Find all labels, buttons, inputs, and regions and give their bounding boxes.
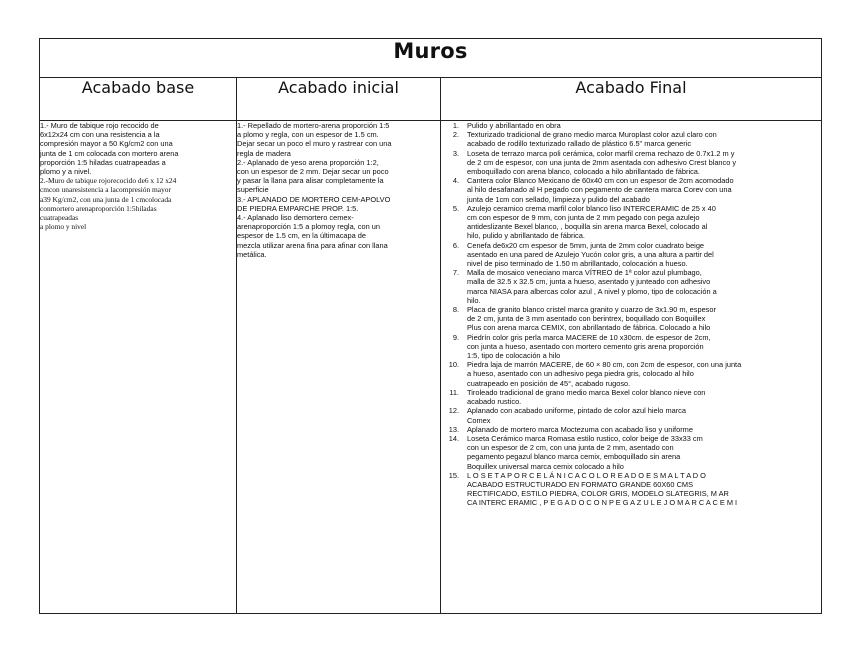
list-item-text: Cantera color Blanco Mexicano de 60x40 cm con un espesor de 2cm acomodado al hilo desafanado al H pegado con pegamento de cantera marca Corev con una junta de 1cm con sellado, limpieza y pulido del acabado bbox=[467, 176, 734, 204]
list-item-number: 11. bbox=[449, 387, 459, 397]
list-item-number: 9. bbox=[452, 332, 459, 342]
column-header-acabado-final: Acabado Final bbox=[441, 78, 822, 121]
list-item-text: Pulido y abrillantado en obra bbox=[467, 121, 561, 130]
list-item bbox=[441, 305, 821, 333]
list-item bbox=[441, 176, 821, 204]
list-item bbox=[441, 425, 821, 434]
acabado-final-list bbox=[441, 121, 821, 508]
list-item-text: Piedra laja de marrón MACERE, de 60 × 80 cm, con 2cm de espesor, con una junta a hueso, asentado con un adhesivo pega piedra gris, colocado al hilo cuatrapeado en posición de 45°, acabado rugoso. bbox=[467, 360, 742, 388]
list-item bbox=[441, 268, 821, 305]
list-item bbox=[441, 360, 821, 388]
list-item-text: Loseta Cerámico marca Romasa estilo rustico, color beige de 33x33 cm con un espesor de 2 cm, con una junta de 2 mm, asentado con pegamento pegazul blanco marca cemix, emboquillado sin arena Boquillex universal marca cemix colocado a hilo bbox=[467, 433, 703, 471]
acabado-inicial-text: 1.- Repellado de mortero-arena proporción 1:5 a plomo y regla, con un espesor de 1.5 cm. Dejar secar un poco el muro y rastrear con una regla de madera 2.- Aplanado de yeso arena proporción 1:2, con un espesor de 2 mm. Dejar secar un poco y pasar la llana para alisar completamente la superficie 3.- APLANADO DE MORTERO CEM-APOLVO DE PIEDRA EMPARCHE PROP. 1:5. 4.- Aplanado liso demortero cemex- arenaproporción 1:5 a plomoy regla, con un espesor de 1.5 cm, en la últimacapa de mezcla utilizar arena fina para afinar con llana metálica. bbox=[237, 121, 392, 259]
list-item-text: L O S E T A P O R C E L Á N I C A C O L O R E A D O E S M A L T A D O ACABADO ESTRUCTURADO EN FORMATO GRANDE 60X60 CMS RECTIFICADO, ESTILO PIEDRA, COLOR GRIS, MODELO SLATEGRIS, M AR CA INTERC ERAMIC , P E G A D O C O N P E G A Z U L E J O M A R C A C E M I bbox=[467, 470, 738, 508]
list-item-number: 7. bbox=[452, 268, 459, 278]
list-item bbox=[441, 406, 821, 424]
list-item-number: 3. bbox=[452, 148, 459, 158]
list-item bbox=[441, 121, 821, 130]
list-item-number: 4. bbox=[452, 176, 459, 186]
acabado-base-paragraph-2: 2.-Muro de tabique rojorecocido de6 x 12 x24 cmcon unaresistencia a lacompresión mayor a39 Kg/cm2, con una junta de 1 cmcolocada conmortero arenaproporción 1:5hiladas cuatrapeadas a plomo y nivel bbox=[40, 176, 177, 232]
list-item-number: 10. bbox=[448, 360, 459, 370]
list-item-number: 5. bbox=[452, 203, 459, 213]
list-item-text: Loseta de terrazo marca poli cerámica, color marfil crema rechazo de 0.7x1.2 m y de 2 cm de espesor, con una junta de 2mm asentada con adhesivo Crest blanco y emboquillado con arena blanco, colocado a hilo abrillantado de fábrica. bbox=[467, 148, 737, 177]
acabado-final-cell bbox=[441, 121, 822, 614]
list-item bbox=[441, 149, 821, 177]
list-item-number: 8. bbox=[452, 305, 459, 315]
list-item bbox=[441, 204, 821, 241]
list-item-text: Placa de granito blanco cristel marca granito y cuarzo de 3x1.90 m, espesor de 2 cm, junta de 3 mm asentado con berintrex, boquillado con Boquillex Plus con arena marca CEMIX, con abrillantado de fábrica. Colocado a hilo bbox=[467, 305, 716, 333]
list-item bbox=[441, 333, 821, 361]
list-item-number: 15. bbox=[448, 470, 459, 480]
list-item-text: Malla de mosaico veneciano marca VÍTREO de 1ª color azul plumbago, malla de 32.5 x 32.5 cm, junta a hueso, asentado y junteado con adhesivo marca NIASA para albercas color azul , A nivel y plomo, tipo de colocación a hilo. bbox=[467, 268, 717, 305]
list-item bbox=[441, 434, 821, 471]
list-item-text: Texturizado tradicional de grano medio marca Muroplast color azul claro con acabado de rodillo texturizado rallado de plástico 6.5" marca generic bbox=[467, 130, 717, 149]
list-item-text: Cenefa de6x20 cm espesor de 5mm, junta de 2mm color cuadrato beige asentado en una pared de Azulejo Yucón color gris, a una altura a partir del nivel de piso terminado de 1.50 m abrillantado, colocación a hueso. bbox=[467, 240, 714, 269]
muros-table bbox=[39, 38, 822, 614]
list-item-text: Aplanado con acabado uniforme, pintado de color azul hielo marca Comex bbox=[467, 406, 686, 425]
list-item bbox=[441, 471, 821, 508]
acabado-base-cell bbox=[40, 121, 237, 614]
list-item-number: 12. bbox=[448, 406, 459, 416]
list-item-number: 13. bbox=[448, 424, 459, 434]
list-item-number: 1. bbox=[452, 121, 459, 130]
acabado-inicial-cell bbox=[237, 121, 441, 614]
list-item bbox=[441, 388, 821, 406]
list-item bbox=[441, 130, 821, 148]
list-item-number: 14. bbox=[448, 433, 459, 443]
list-item-text: Azulejo ceramico crema marfil color blanco liso INTERCERAMIC de 25 x 40 cm con espesor de 9 mm, con junta de 2 mm pegado con pega azulejo antideslizante Bexel blanco, , boquilla sin arena marca Bexel, colocado al hilo, pulido y abrillantado de fábrica. bbox=[467, 203, 716, 241]
column-header-acabado-inicial: Acabado inicial bbox=[237, 78, 441, 121]
list-item-text: Tiroleado tradicional de grano medio marca Bexel color blanco nieve con acabado rustico. bbox=[467, 387, 706, 407]
list-item-text: Piedrín color gris perla marca MACERE de 10 x30cm. de espesor de 2cm, con junta a hueso, asentado con mortero cemento gris arena proporción 1:5, tipo de colocación a hilo bbox=[467, 332, 711, 361]
column-header-acabado-base: Acabado base bbox=[40, 78, 237, 121]
list-item-number: 6. bbox=[452, 240, 459, 250]
list-item bbox=[441, 241, 821, 269]
acabado-base-paragraph-1: 1.- Muro de tabique rojo recocido de 6x12x24 cm con una resistencia a la compresión mayor a 50 Kg/cm2 con una junta de 1 cm colocada con mortero arena proporción 1:5 hiladas cuatrapeadas a plomo y a nivel. bbox=[40, 121, 179, 177]
list-item-number: 2. bbox=[452, 130, 459, 140]
table-title: Muros bbox=[40, 39, 822, 78]
list-item-text: Aplanado de mortero marca Moctezuma con acabado liso y uniforme bbox=[467, 424, 693, 434]
